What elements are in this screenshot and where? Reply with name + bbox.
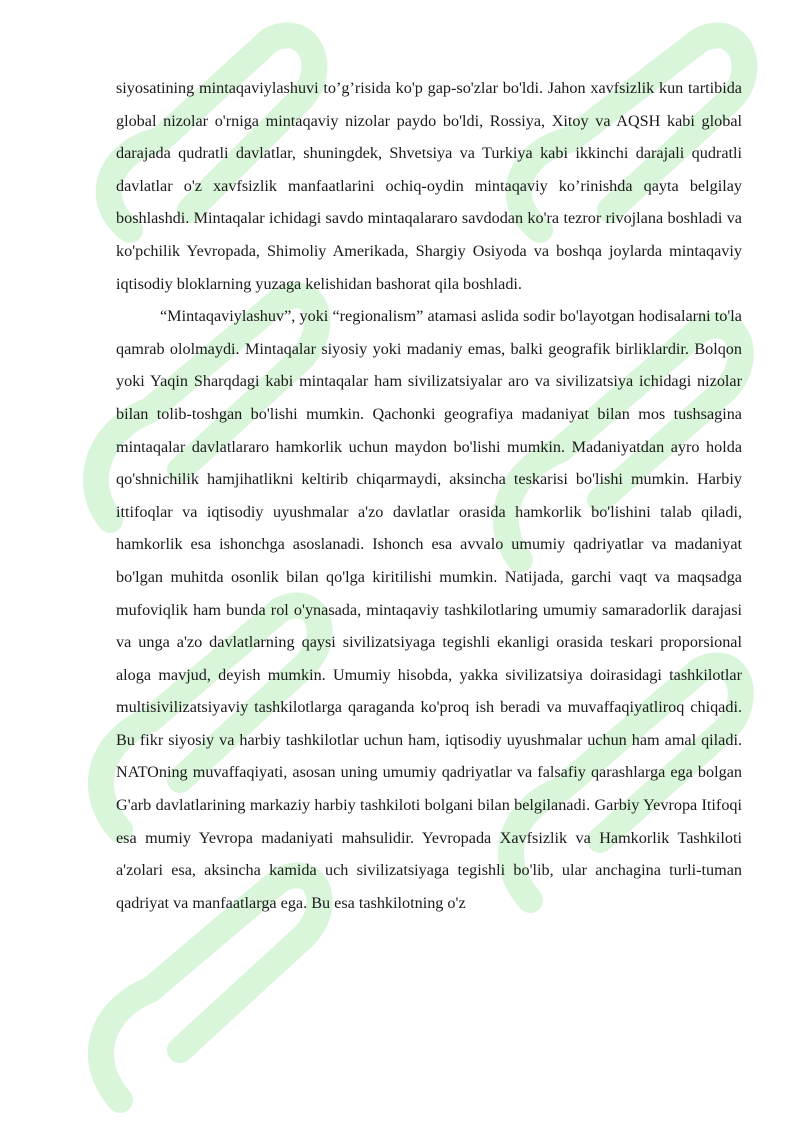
paragraph-2: “Mintaqaviylashuv”, yoki “regionalism” atamasi aslida sodir bo'layotgan hodisalarni to'la qamrab ololmaydi. Mintaqalar siyosiy yoki madaniy emas, balki geografik birliklardir. Bolqon yoki Yaqin Sharqdagi kabi mintaqalar ham sivilizatsiyalar aro va sivilizatsiya ichidagi nizolar bilan tolib-toshgan bo'lishi mumkin. Qachonki geografiya madaniyat bilan mos tushsagina mintaqalar davlatlararo hamkorlik uchun maydon bo'lishi mumkin. Madaniyatdan ayro holda qo'shnichilik hamjihatlikni keltirib chiqarmaydi, aksincha teskarisi bo'lishi mumkin. Harbiy ittifoqlar va iqtisodiy uyushmalar a'zo davlatlar orasida hamkorlik bo'lishini talab qiladi, hamkorlik esa ishonchga asoslanadi. Ishonch esa avvalo umumiy qadriyatlar va madaniyat bo'lgan muhitda osonlik bilan qo'lga kiritilishi mumkin. Natijada, garchi vaqt va maqsadga mufoviqlik ham bunda rol o'ynasada, mintaqaviy tashkilotlaring umumiy samaradorlik darajasi va unga a'zo davlatlarning qaysi sivilizatsiyaga tegishli ekanligi orasida teskari proporsional aloga mavjud, deyish mumkin. Umumiy hisobda, yakka sivilizatsiya doirasidagi tashkilotlar multisivilizatsiyaviy tashkilotlarga qaraganda ko'proq ish beradi va muvaffaqiyatliroq chiqadi. Bu fikr siyosiy va harbiy tashkilotlar uchun ham, iqtisodiy uyushmalar uchun ham amal qiladi. NATOning muvaffaqiyati, asosan uning umumiy qadriyatlar va falsafiy qarashlarga ega bolgan G'arb davlatlarining markaziy harbiy tashkiloti bolgani bilan belgilanadi. Garbiy Yevropa Itifoqi esa mumiy Yevropa madaniyati mahsulidir. Yevropada Xavfsizlik va Hamkorlik Tashkiloti a'zolari esa, aksincha kamida uch sivilizatsiyaga tegishli bo'lib, ular anchagina turli-tuman qadriyat va manfaatlarga ega. Bu esa tashkilotning o'z <box>116 307 742 912</box>
paragraph-1: siyosatining mintaqaviylashuvi to’g’risida ko'p gap-so'zlar bo'ldi. Jahon xavfsizlik kun tartibida global nizolar o'rniga mintaqaviy nizolar paydo bo'ldi, Rossiya, Xitoy va AQSH kabi global darajada qudratli davlatlar, shuningdek, Shvetsiya va Turkiya kabi ikkinchi darajali qudratli davlatlar o'z xavfsizlik manfaatlarini ochiq-oydin mintaqaviy ko’rinishda qayta belgilay boshlashdi. Mintaqalar ichidagi savdo mintaqalararo savdodan ko'ra tezror rivojlana boshladi va ko'pchilik Yevropada, Shimoliy Amerikada, Shargiy Osiyoda va boshqa joylarda mintaqaviy iqtisodiy bloklarning yuzaga kelishidan bashorat qila boshladi. <box>116 79 742 293</box>
body-text <box>116 72 742 919</box>
